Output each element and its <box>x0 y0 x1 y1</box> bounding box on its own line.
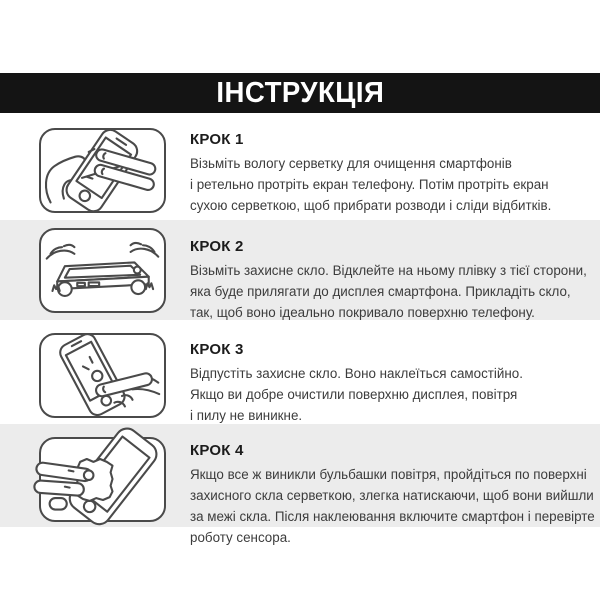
step-1-row <box>0 113 600 220</box>
align-glass-icon <box>41 230 164 311</box>
step-4-text <box>190 424 595 548</box>
step-text-line: захисного скла серветкою, злегка натискаючи, щоб вони вийшли <box>190 488 594 503</box>
step-text-line: і ретельно протріть екран телефону. Потім протріть екран <box>190 177 549 192</box>
remove-bubbles-icon <box>41 439 164 520</box>
page-title: ІНСТРУКЦІЯ <box>216 76 384 109</box>
step-3-row <box>0 320 600 424</box>
step-text-line: Візьміть захисне скло. Відклейте на ньому плівку з тієї сторони, <box>190 263 587 278</box>
step-title: КРОК 2 <box>190 238 244 255</box>
step-title: КРОК 1 <box>190 131 244 148</box>
finger-press-icon <box>41 335 164 416</box>
top-margin <box>0 0 600 73</box>
step-1-text <box>190 113 551 216</box>
step-3-illustration-box <box>39 333 166 418</box>
wipe-phone-icon <box>41 130 164 211</box>
step-2-row <box>0 220 600 320</box>
step-text-line: так, щоб воно ідеально покривало поверхню телефону. <box>190 305 535 320</box>
step-2-illustration-box <box>39 228 166 313</box>
step-text-line: яка буде прилягати до дисплея смартфона. Прикладіть скло, <box>190 284 571 299</box>
step-4-row <box>0 424 600 545</box>
step-2-text <box>190 220 587 323</box>
step-text-line: Якщо все ж виникли бульбашки повітря, пройдіться по поверхні <box>190 467 587 482</box>
step-text-line: Якщо ви добре очистили поверхню дисплея, повітря <box>190 387 518 402</box>
step-3-text <box>190 320 523 426</box>
step-4-illustration-box <box>39 437 166 522</box>
step-text-line: за межі скла. Після наклеювання включите смартфон і перевірте <box>190 509 595 524</box>
step-text-line: і пилу не виникне. <box>190 408 303 423</box>
step-title: КРОК 4 <box>190 442 244 459</box>
step-title: КРОК 3 <box>190 341 244 358</box>
step-text-line: роботу сенсора. <box>190 530 291 545</box>
step-text-line: Візьміть вологу серветку для очищення смартфонів <box>190 156 512 171</box>
step-text-line: Відпустіть захисне скло. Воно наклеїться самостійно. <box>190 366 523 381</box>
step-1-illustration-box <box>39 128 166 213</box>
step-text-line: сухою серветкою, щоб прибрати розводи і сліди відбитків. <box>190 198 552 213</box>
header-bar <box>0 73 600 113</box>
